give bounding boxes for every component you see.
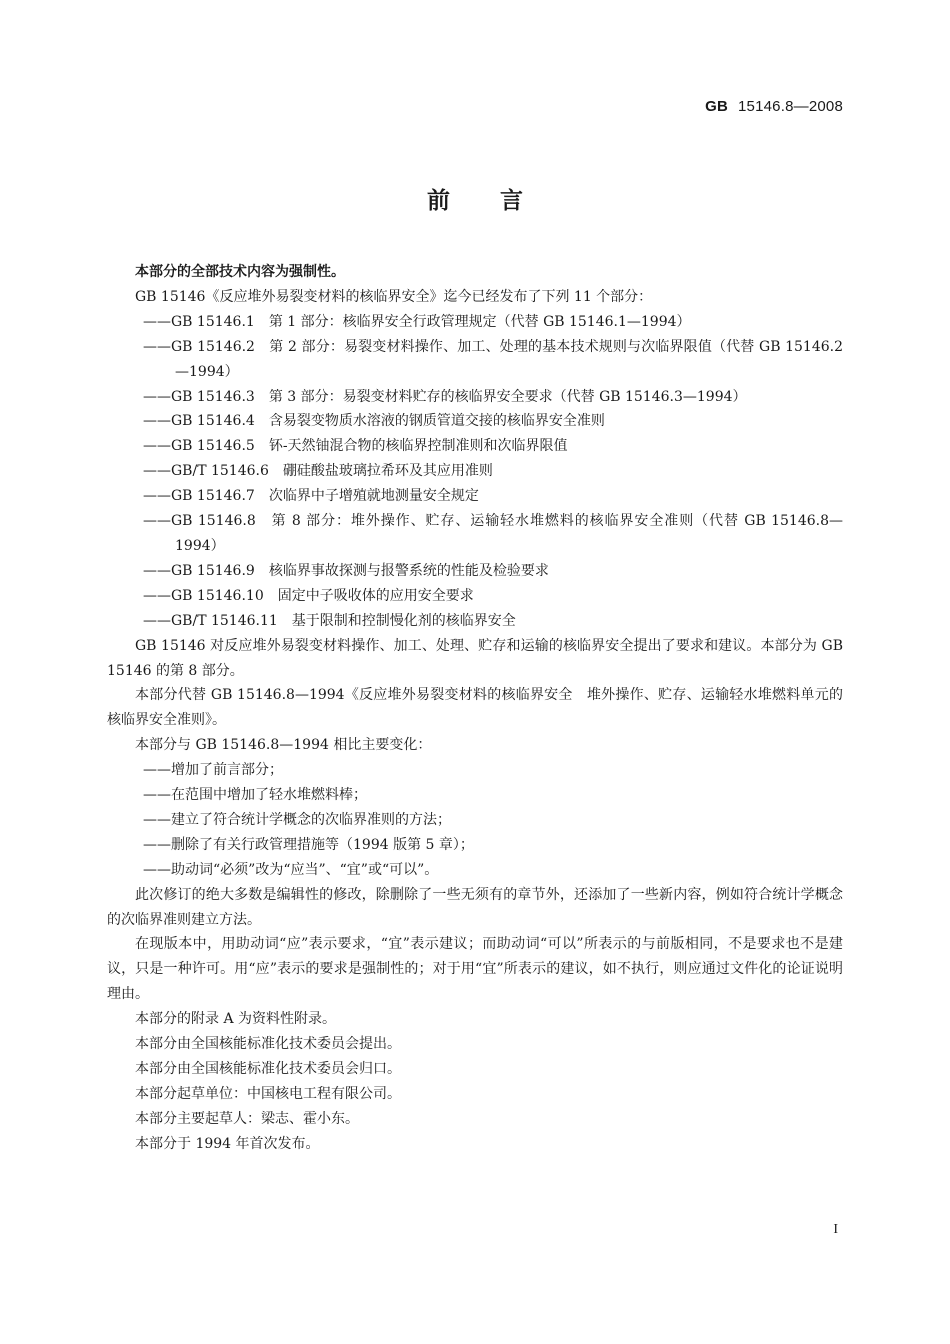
drafters: 本部分主要起草人：梁志、霍小东。 <box>135 1110 359 1127</box>
page-number: I <box>833 1222 838 1237</box>
parts-list <box>107 310 843 634</box>
managed-by: 本部分由全国核能标准化技术委员会归口。 <box>135 1061 401 1077</box>
standard-prefix: GB <box>705 98 728 115</box>
scope-paragraph: GB 15146 对反应堆外易裂变材料操作、加工、处理、贮存和运输的核临界安全提出了要求和建议。本部分为 GB 15146 的第 8 部分。 <box>107 637 843 679</box>
change-item: ——助动词“必须”改为“应当”、“宜”或“可以”。 <box>143 861 439 878</box>
series-intro: GB 15146《反应堆外易裂变材料的核临界安全》迄今已经发布了下列 11 个部分： <box>135 288 653 305</box>
proposed-by: 本部分由全国核能标准化技术委员会提出。 <box>135 1036 401 1053</box>
part-item: ——GB/T 15146.6 硼硅酸盐玻璃拉希环及其应用准则 <box>143 463 493 480</box>
part-item: ——GB 15146.3 第 3 部分：易裂变材料贮存的核临界安全要求（代替 GB 15146.3—1994） <box>143 388 747 405</box>
changes-intro: 本部分与 GB 15146.8—1994 相比主要变化： <box>135 737 432 754</box>
change-item: ——增加了前言部分； <box>143 762 283 779</box>
changes-list <box>107 758 843 883</box>
revision-note: 此次修订的绝大多数是编辑性的修改，除删除了一些无须有的章节外，还添加了一些新内容，例如符合统计学概念的次临界准则建立方法。 <box>107 886 843 928</box>
part-item: ——GB 15146.7 次临界中子增殖就地测量安全规定 <box>143 488 479 505</box>
auxiliary-verbs-paragraph: 在现版本中，用助动词“应”表示要求，“宜”表示建议；而助动词“可以”所表示的与前版相同，不是要求也不是建议，只是一种许可。用“应”表示的要求是强制性的；对于用“宜”所表示的建议，如不执行，则应通过文件化的论证说明理由。 <box>107 936 843 1003</box>
first-issued: 本部分于 1994 年首次发布。 <box>135 1135 320 1152</box>
drafting-unit: 本部分起草单位：中国核电工程有限公司。 <box>135 1085 401 1102</box>
standard-code <box>705 98 843 115</box>
change-item: ——删除了有关行政管理措施等（1994 版第 5 章）； <box>143 836 474 853</box>
part-item: ——GB 15146.10 固定中子吸收体的应用安全要求 <box>143 587 474 604</box>
standard-number: 15146.8—2008 <box>738 98 843 115</box>
part-item: ——GB 15146.9 核临界事故探测与报警系统的性能及检验要求 <box>143 562 549 579</box>
part-item: ——GB 15146.4 含易裂变物质水溶液的钢质管道交接的核临界安全准则 <box>143 413 605 430</box>
foreword-body <box>107 260 843 1157</box>
page-title: 前言 <box>427 188 573 214</box>
change-item: ——建立了符合统计学概念的次临界准则的方法； <box>143 811 451 828</box>
part-item: ——GB/T 15146.11 基于限制和控制慢化剂的核临界安全 <box>143 612 516 629</box>
part-item: ——GB 15146.5 钚-天然铀混合物的核临界控制准则和次临界限值 <box>143 438 568 455</box>
mandatory-statement: 本部分的全部技术内容为强制性。 <box>135 264 345 280</box>
part-item: ——GB 15146.8 第 8 部分：堆外操作、贮存、运输轻水堆燃料的核临界安全准则（代替 GB 15146.8—1994） <box>143 513 843 554</box>
part-item: ——GB 15146.1 第 1 部分：核临界安全行政管理规定（代替 GB 15146.1—1994） <box>143 313 691 330</box>
replaces-paragraph: 本部分代替 GB 15146.8—1994《反应堆外易裂变材料的核临界安全 堆外操作、贮存、运输轻水堆燃料单元的核临界安全准则》。 <box>107 687 843 729</box>
annex-note: 本部分的附录 A 为资料性附录。 <box>135 1011 337 1028</box>
part-item: ——GB 15146.2 第 2 部分：易裂变材料操作、加工、处理的基本技术规则与次临界限值（代替 GB 15146.2—1994） <box>143 338 843 380</box>
change-item: ——在范围中增加了轻水堆燃料棒； <box>143 787 367 804</box>
